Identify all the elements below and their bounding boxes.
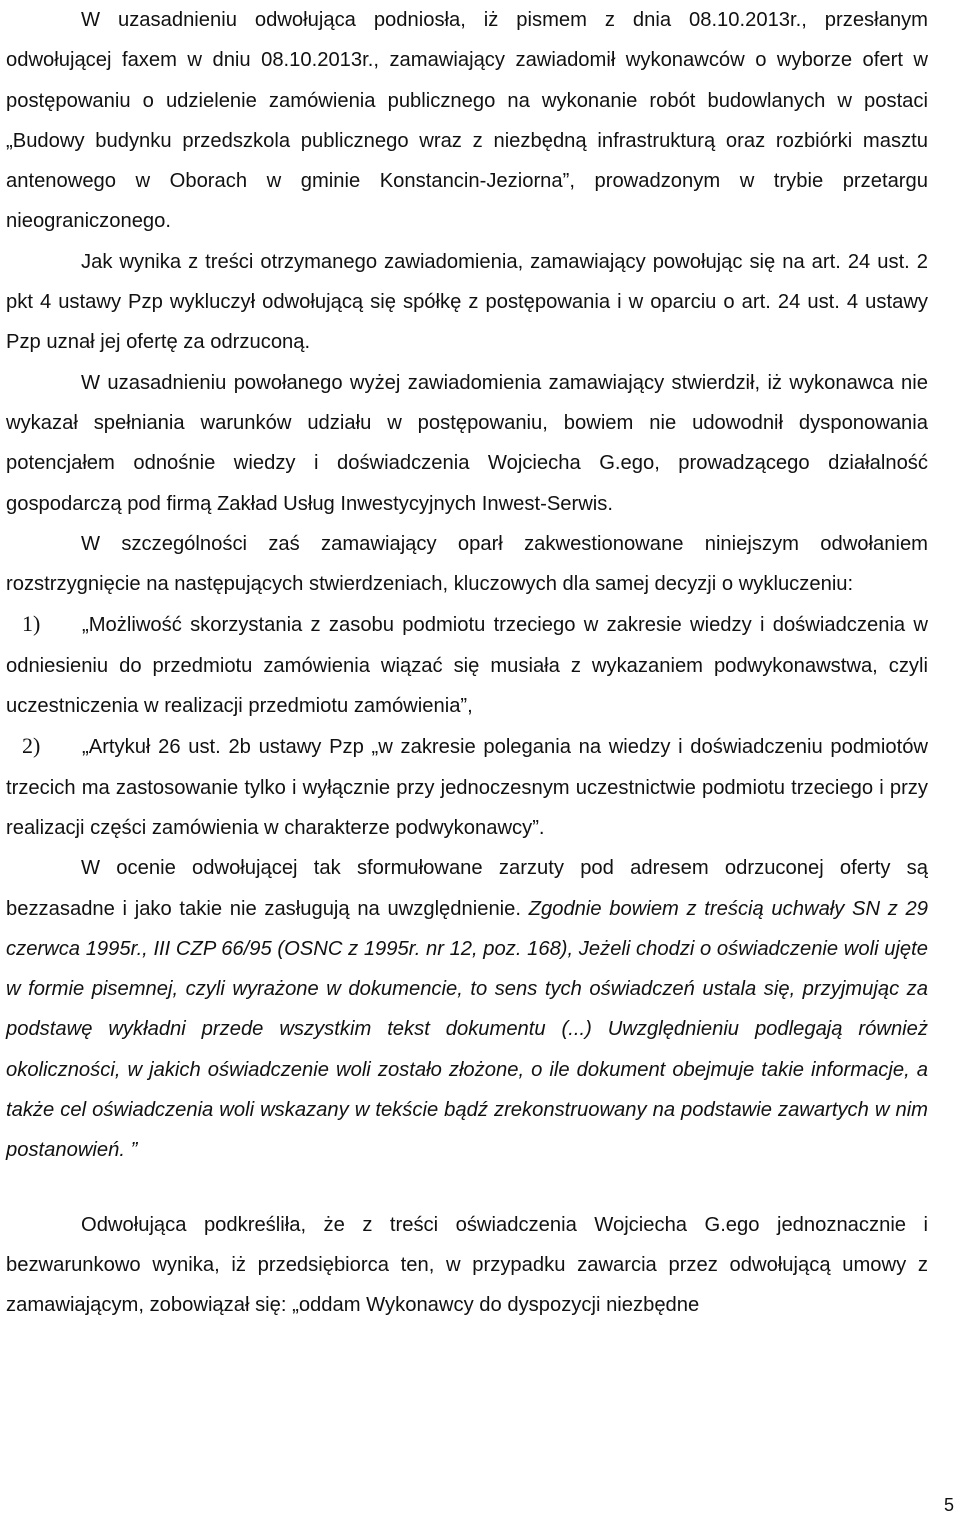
paragraph-assessment-text: W ocenie odwołującej tak sformułowane zarzuty pod adresem odrzuconej oferty są bezzasadne i jako takie nie zasługują na uwzględnienie. bbox=[6, 857, 928, 920]
paragraph-justification: W uzasadnieniu powołanego wyżej zawiadomienia zamawiający stwierdził, iż wykonawca nie wykazał spełniania warunków udziału w postępowaniu, bowiem nie udowodnił dysponowania potencjałem odnośnie wiedzy i doświadczenia Wojciecha G.ego, prowadzącego działalność gospodarczą pod firmą Zakład Usług Inwestycyjnych Inwest-Serwis. bbox=[6, 371, 928, 515]
list-item-1 bbox=[6, 604, 928, 726]
list-item-1-number: 1) bbox=[22, 611, 41, 637]
supreme-court-quote: Zgodnie bowiem z treścią uchwały SN z 29 czerwca 1995r., III CZP 66/95 (OSNC z 1995r. nr 12, poz. 168), Jeżeli chodzi o oświadczenie woli ujęte w formie pisemnej, czyli wyrażone w dokumencie, to sens tych oświadczeń ustala się, przyjmując za podstawę wykładni przede wszystkim tekst dokumentu (...) Uwzględnieniu podlegają również okoliczności, w jakich oświadczenie woli zostało złożone, o ile dokument obejmuje takie informacje, a także cel oświadczenia woli wskazany w tekście bądź zrekonstruowany na podstawie zawartych w nim postanowień. ” bbox=[6, 897, 928, 1162]
paragraph-declaration: Odwołująca podkreśliła, że z treści oświadczenia Wojciecha G.ego jednoznacznie i bezwarunkowo wynika, iż przedsiębiorca ten, w przypadku zawarcia przez odwołującą umowy z zamawiającym, zobowiązał się: „oddam Wykonawcy do dyspozycji niezbędne bbox=[6, 1213, 928, 1317]
paragraph-key-findings: W szczególności zaś zamawiający oparł zakwestionowane niniejszym odwołaniem rozstrzygnięcie na następujących stwierdzeniach, kluczowych dla samej decyzji o wykluczeniu: bbox=[6, 532, 928, 596]
page-number: 5 bbox=[943, 1495, 954, 1515]
document-page bbox=[6, 0, 928, 1326]
list-item-2-number: 2) bbox=[22, 733, 41, 759]
paragraph-appeal-intro: W uzasadnieniu odwołująca podniosła, iż pismem z dnia 08.10.2013r., przesłanym odwołującej faxem w dniu 08.10.2013r., zamawiający zawiadomił wykonawców o wyborze ofert w postępowaniu o udzielenie zamówienia publicznego na wykonanie robót budowlanych w postaci „Budowy budynku przedszkola publicznego wraz z niezbędną infrastrukturą oraz rozbiórki masztu antenowego w Oborach w gminie Konstancin-Jeziorna”, prowadzonym w trybie przetargu nieograniczonego. bbox=[6, 9, 928, 233]
paragraph-assessment bbox=[6, 848, 928, 1170]
paragraph-exclusion-notice: Jak wynika z treści otrzymanego zawiadomienia, zamawiający powołując się na art. 24 ust. 2 pkt 4 ustawy Pzp wykluczył odwołującą się spółkę z postępowania i w oparciu o art. 24 ust. 4 ustawy Pzp uznał jej ofertę za odrzuconą. bbox=[6, 250, 928, 354]
list-item-2 bbox=[6, 726, 928, 848]
list-item-1-text: „Możliwość skorzystania z zasobu podmiotu trzeciego w zakresie wiedzy i doświadczenia w odniesieniu do przedmiotu zamówienia wiązać się musiała z wykazaniem podwykonawstwa, czyli uczestniczenia w realizacji przedmiotu zamówienia”, bbox=[6, 614, 928, 718]
paragraph-spacer bbox=[6, 1171, 928, 1205]
list-item-2-text: „Artykuł 26 ust. 2b ustawy Pzp „w zakresie polegania na wiedzy i doświadczeniu podmiotów trzecich ma zastosowanie tylko i wyłącznie przy jednoczesnym uczestnictwie podmiotu trzeciego i przy realizacji części zamówienia w charakterze podwykonawcy”. bbox=[6, 736, 928, 839]
